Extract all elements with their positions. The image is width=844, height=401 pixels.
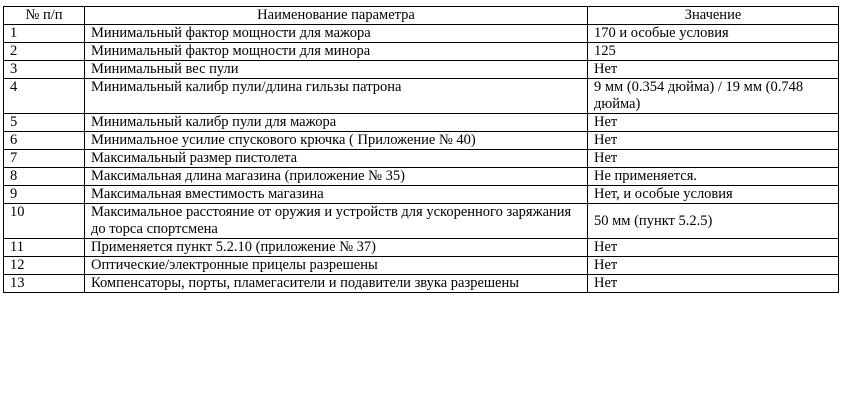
row-value: Нет	[588, 275, 839, 293]
row-parameter: Максимальный размер пистолета	[85, 150, 588, 168]
table-row	[4, 114, 839, 132]
row-value: Нет, и особые условия	[588, 186, 839, 204]
row-value: Нет	[588, 257, 839, 275]
row-parameter: Минимальный фактор мощности для минора	[85, 43, 588, 61]
row-parameter: Оптические/электронные прицелы разрешены	[85, 257, 588, 275]
row-number: 7	[4, 150, 85, 168]
row-value: Нет	[588, 150, 839, 168]
table-row	[4, 275, 839, 293]
row-number: 12	[4, 257, 85, 275]
table-row	[4, 168, 839, 186]
table-row	[4, 25, 839, 43]
table-header-row	[4, 7, 839, 25]
row-value: 170 и особые условия	[588, 25, 839, 43]
table-row	[4, 43, 839, 61]
table-row	[4, 257, 839, 275]
table-row	[4, 150, 839, 168]
row-value: 9 мм (0.354 дюйма) / 19 мм (0.748 дюйма)	[588, 79, 839, 114]
row-value: Нет	[588, 114, 839, 132]
row-parameter: Минимальное усилие спускового крючка ( Приложение № 40)	[85, 132, 588, 150]
row-number: 1	[4, 25, 85, 43]
row-parameter: Максимальная длина магазина (приложение № 35)	[85, 168, 588, 186]
header-parameter: Наименование параметра	[85, 7, 588, 25]
row-number: 4	[4, 79, 85, 114]
row-parameter: Компенсаторы, порты, пламегасители и подавители звука разрешены	[85, 275, 588, 293]
row-parameter: Минимальный калибр пули/длина гильзы патрона	[85, 79, 588, 114]
row-number: 2	[4, 43, 85, 61]
row-number: 10	[4, 204, 85, 239]
table-row	[4, 61, 839, 79]
row-parameter: Минимальный калибр пули для мажора	[85, 114, 588, 132]
row-value: Нет	[588, 132, 839, 150]
row-parameter: Максимальное расстояние от оружия и устройств для ускоренного заряжания до торса спортсмена	[85, 204, 588, 239]
row-parameter: Максимальная вместимость магазина	[85, 186, 588, 204]
parameters-table	[3, 6, 839, 293]
row-number: 3	[4, 61, 85, 79]
table-row	[4, 204, 839, 239]
row-value: Не применяется.	[588, 168, 839, 186]
row-number: 5	[4, 114, 85, 132]
row-number: 9	[4, 186, 85, 204]
table-row	[4, 79, 839, 114]
row-parameter: Минимальный вес пули	[85, 61, 588, 79]
table-row	[4, 186, 839, 204]
row-number: 6	[4, 132, 85, 150]
row-number: 8	[4, 168, 85, 186]
table-row	[4, 239, 839, 257]
row-number: 11	[4, 239, 85, 257]
table-row	[4, 132, 839, 150]
header-number: № п/п	[4, 7, 85, 25]
row-parameter: Минимальный фактор мощности для мажора	[85, 25, 588, 43]
header-value: Значение	[588, 7, 839, 25]
row-value: Нет	[588, 239, 839, 257]
parameters-table-container	[3, 6, 839, 293]
row-number: 13	[4, 275, 85, 293]
row-parameter: Применяется пункт 5.2.10 (приложение № 37)	[85, 239, 588, 257]
row-value: Нет	[588, 61, 839, 79]
row-value: 50 мм (пункт 5.2.5)	[588, 204, 839, 239]
row-value: 125	[588, 43, 839, 61]
